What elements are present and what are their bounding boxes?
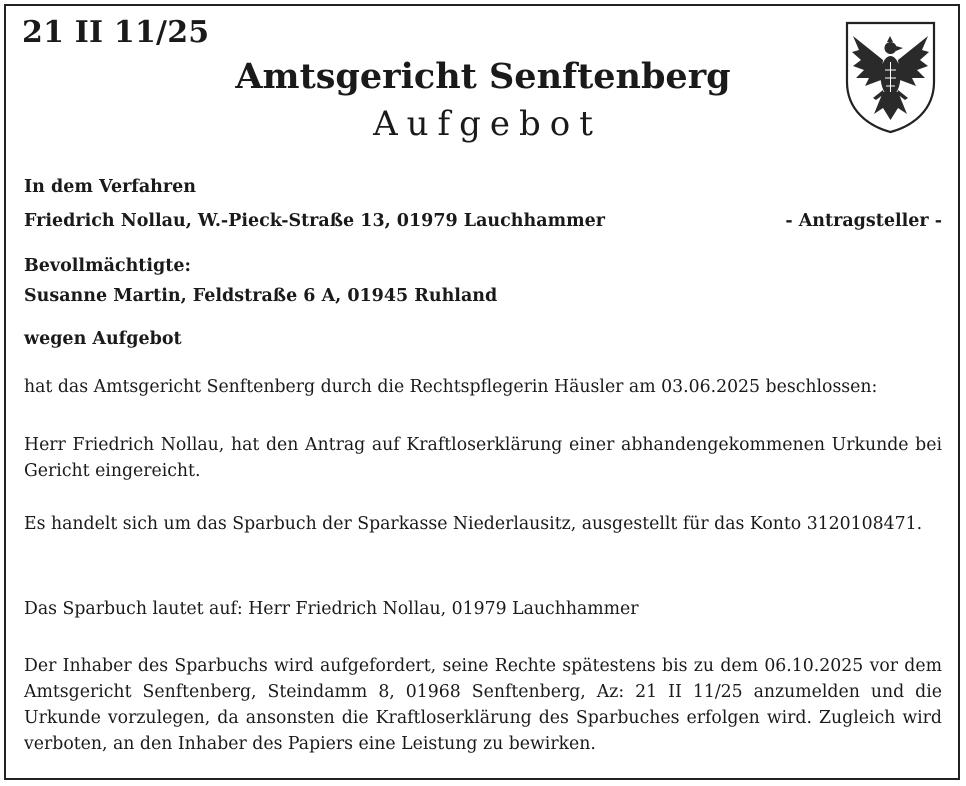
applicant-role: - Antragsteller - [785,211,942,231]
applicant-details: Friedrich Nollau, W.-Pieck-Straße 13, 01979 Lauchhammer [24,211,605,231]
holder-paragraph: Das Sparbuch lautet auf: Herr Friedrich Nollau, 01979 Lauchhammer [24,599,639,619]
applicant-row [24,209,942,233]
eagle-coat-of-arms-icon [843,20,938,135]
decision-statement: hat das Amtsgericht Senftenberg durch die Rechtspflegerin Häusler am 03.06.2025 beschlossen: [24,377,878,397]
application-paragraph: Herr Friedrich Nollau, hat den Antrag auf Kraftloserklärung einer abhandengekommenen Urkunde bei Gericht eingereicht. [24,435,942,481]
court-name: Amtsgericht Senftenberg [235,56,731,97]
proceeding-subject: wegen Aufgebot [24,329,182,349]
representative-label: Bevollmächtigte: [24,256,191,276]
procedure-intro: In dem Verfahren [24,177,196,197]
document-type: Aufgebot [373,104,602,144]
representative-details: Susanne Martin, Feldstraße 6 A, 01945 Ruhland [24,286,498,306]
summons-paragraph: Der Inhaber des Sparbuchs wird aufgefordert, seine Rechte spätestens bis zu dem 06.10.2025 vor dem Amtsgericht Senftenberg, Steindamm 8, 01968 Senftenberg, Az: 21 II 11/25 anzumelden und die Urkunde vorzulegen, da ansonsten die Kraftloserklärung des Sparbuches erfolgen wird. Zugleich wird verboten, an den Inhaber des Papiers eine Leistung zu bewirken. [24,656,942,754]
case-number: 21 II 11/25 [22,15,210,50]
passbook-paragraph: Es handelt sich um das Sparbuch der Sparkasse Niederlausitz, ausgestellt für das Konto 3120108471. [24,514,923,534]
